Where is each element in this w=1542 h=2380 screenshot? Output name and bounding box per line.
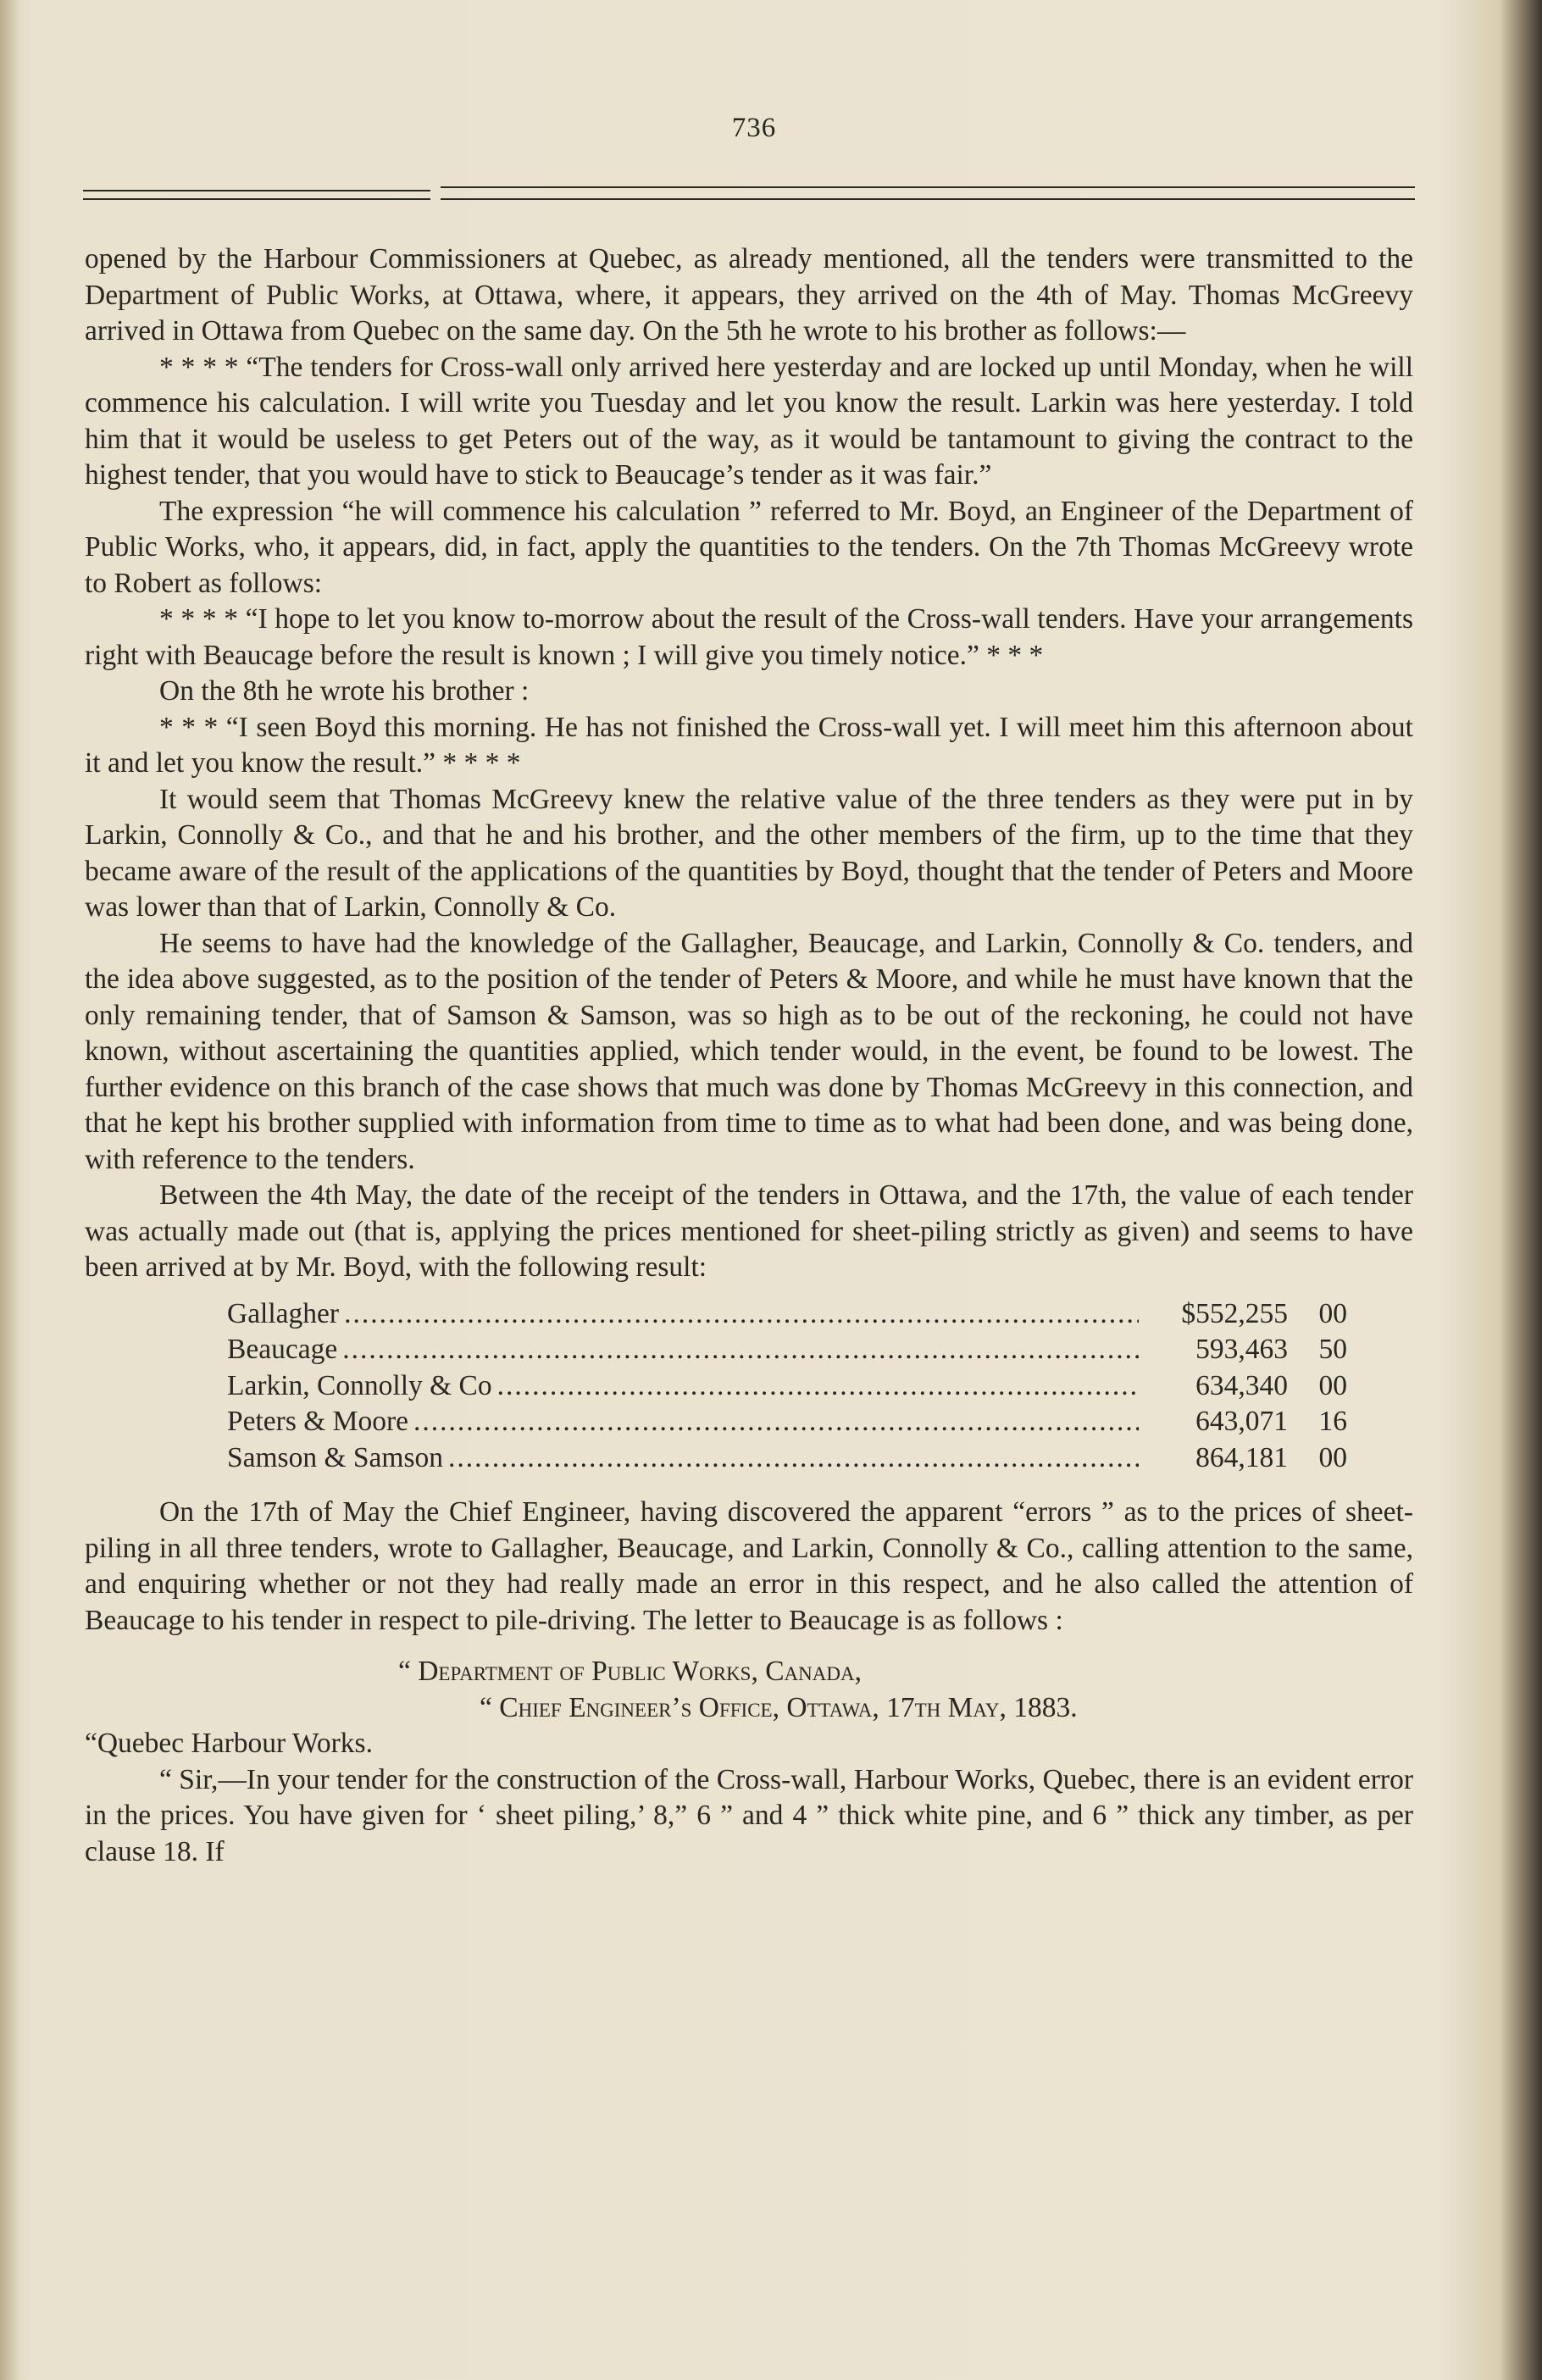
paragraph-may-8-intro: On the 8th he wrote his brother : xyxy=(159,675,530,707)
letter-heading-department: “ Department of Public Works, Canada, xyxy=(398,1656,862,1687)
table-row xyxy=(227,1368,1347,1405)
leader-dots xyxy=(342,1332,1139,1368)
header-rule-right-bottom xyxy=(441,198,1415,200)
paragraph-calculation-expression: The expression “he will commence his calculation ” referred to Mr. Boyd, an Engineer of the Department of Public Works, who, it appears, did, in fact, apply the quantities to the tenders. On the 7th Thomas McGreevy wrote to Robert as follows: xyxy=(85,495,1413,599)
tender-name: Larkin, Connolly & Co xyxy=(227,1369,492,1401)
table-row xyxy=(227,1404,1347,1440)
header-rule xyxy=(83,186,1415,212)
paragraph-knowledge-of-tenders: He seems to have had the knowledge of the Gallagher, Beaucage, and Larkin, Connolly & Co. tenders, and the idea above suggested, as to the position of the tender of Peters & Moore, and while he must have known that the only remaining tender, that of Samson & Samson, was so high as to be out of the reckoning, he could not have known, without ascertaining the quantities applied, which tender would, in the event, be found to be lowest. The further evidence on this branch of the case shows that much was done by Thomas McGreevy in this connection, and that he kept his brother supplied with information from time to time as to what had been done, and was being done, with reference to the tenders. xyxy=(85,927,1413,1175)
paragraph-value-made-out: Between the 4th May, the date of the receipt of the tenders in Ottawa, and the 17th, the value of each tender was actually made out (that is, applying the prices mentioned for sheet-piling strictly as given) and seems to have been arrived at by Mr. Boyd, with the following result: xyxy=(85,1179,1413,1283)
letter-heading xyxy=(85,1654,1413,1726)
tender-name: Gallagher xyxy=(227,1297,340,1329)
tender-name: Beaucage xyxy=(227,1334,338,1365)
tender-cents: 00 xyxy=(1318,1297,1347,1329)
paragraph-relative-value: It would seem that Thomas McGreevy knew the relative value of the three tenders as they were put in by Larkin, Connolly & Co., and that he and his brother, and the other members of the firm, up to the time that they became aware of the result of the applications of the quantities by Boyd, thought that the tender of Peters and Moore was lower than that of Larkin, Connolly & Co. xyxy=(85,783,1413,923)
table-row xyxy=(227,1440,1347,1477)
tender-cents: 50 xyxy=(1318,1334,1347,1365)
paragraph-letter-may-8: * * * “I seen Boyd this morning. He has not finished the Cross-wall yet. I will meet him this afternoon about it and let you know the result.” * * * * xyxy=(85,711,1413,779)
tender-amount: 634,340 xyxy=(1195,1369,1288,1401)
tender-cents: 16 xyxy=(1318,1406,1347,1437)
table-row xyxy=(227,1296,1347,1333)
header-rule-left-bottom xyxy=(83,198,430,200)
tender-cents: 00 xyxy=(1318,1369,1347,1401)
tender-results-table xyxy=(227,1296,1347,1477)
tender-name: Peters & Moore xyxy=(227,1406,408,1437)
paragraph-letter-may-5: * * * * “The tenders for Cross-wall only arrived here yesterday and are locked up until Monday, when he will commence his calculation. I will write you Tuesday and let you know the result. Larkin was here yesterday. I told him that it would be useless to get Peters out of the way, as it would be tantamount to giving the contract to the highest tender, that you would have to stick to Beaucage’s tender as it was fair.” xyxy=(85,351,1413,491)
header-rule-right-top xyxy=(441,186,1415,188)
leader-dots xyxy=(413,1404,1139,1440)
tender-cents: 00 xyxy=(1318,1441,1347,1473)
binding-shadow xyxy=(0,0,19,2380)
leader-dots xyxy=(448,1440,1139,1477)
paragraph-opening: opened by the Harbour Commissioners at Quebec, as already mentioned, all the tenders were transmitted to the Department of Public Works, at Ottawa, where, it appears, they arrived on the 4th of May. Thomas McGreevy arrived in Ottawa from Quebec on the same day. On the 5th he wrote to his brother as follows:— xyxy=(85,243,1413,347)
page-number: 736 xyxy=(731,113,777,143)
leader-dots xyxy=(497,1368,1139,1405)
header-rule-left-top xyxy=(83,190,430,191)
table-row xyxy=(227,1332,1347,1368)
document-body xyxy=(85,241,1413,1870)
letter-heading-office: “ Chief Engineer’s Office, Ottawa, 17th May, 1883. xyxy=(480,1691,1078,1723)
tender-amount: 864,181 xyxy=(1195,1441,1288,1473)
paragraph-letter-may-7: * * * * “I hope to let you know to-morrow about the result of the Cross-wall tenders. Have your arrangements right with Beaucage before the result is known ; I will give you timely notice.” * * * xyxy=(85,603,1413,671)
letter-address: “Quebec Harbour Works. xyxy=(85,1728,373,1759)
tender-name: Samson & Samson xyxy=(227,1441,443,1473)
paragraph-chief-engineer: On the 17th of May the Chief Engineer, having discovered the apparent “errors ” as to the prices of sheet-piling in all three tenders, wrote to Gallagher, Beaucage, and Larkin, Connolly & Co., calling attention to the same, and enquiring whether or not they had really made an error in this respect, and he also called the attention of Beaucage to his tender in respect to pile-driving. The letter to Beaucage is as follows : xyxy=(85,1496,1413,1636)
tender-amount: 643,071 xyxy=(1195,1406,1288,1437)
tender-amount: $552,255 xyxy=(1181,1297,1288,1329)
tender-amount: 593,463 xyxy=(1195,1334,1288,1365)
letter-body: “ Sir,—In your tender for the construction of the Cross-wall, Harbour Works, Quebec, there is an evident error in the prices. You have given for ‘ sheet piling,’ 8,” 6 ” and 4 ” thick white pine, and 6 ” thick any timber, as per clause 18. If xyxy=(85,1763,1413,1867)
leader-dots xyxy=(344,1296,1139,1333)
